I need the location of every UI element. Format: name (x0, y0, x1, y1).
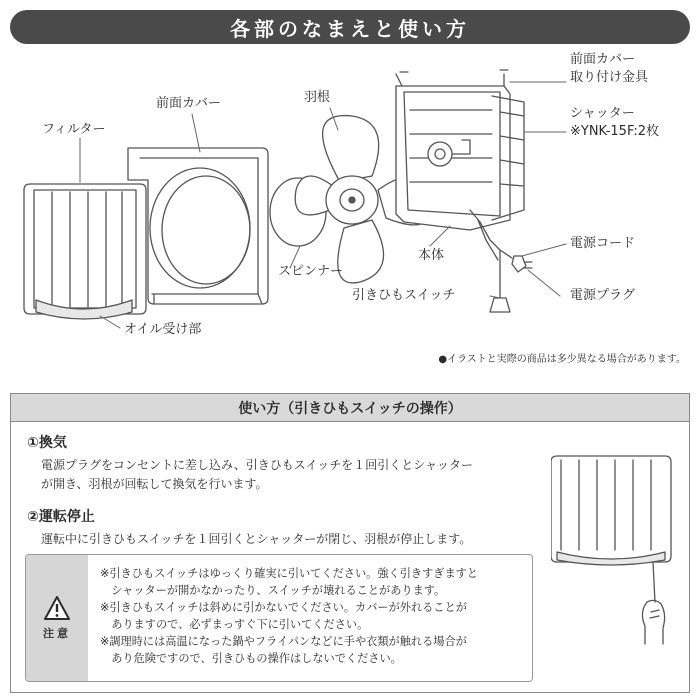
caution-line: ※引きひもスイッチはゆっくり確実に引いてください。強く引きすぎますと (100, 567, 479, 580)
label-oil-receiver: オイル受け部 (124, 322, 202, 337)
label-body: 本体 (418, 248, 445, 263)
label-front-cover: 前面カバー (156, 96, 222, 111)
label-pull-switch: 引きひもスイッチ (352, 288, 456, 303)
label-power-cord: 電源コード (570, 236, 636, 251)
label-front-cover-bracket-1: 前面カバー (570, 52, 636, 67)
page-title: 各部のなまえと使い方 (230, 16, 470, 41)
caution-box (25, 554, 533, 682)
warning-icon (43, 595, 71, 621)
label-front-cover-bracket-2: 取り付け金具 (570, 70, 649, 85)
label-shutter-note: ※YNK-15F:2枚 (570, 124, 660, 139)
title-bar (10, 10, 690, 44)
usage-section (10, 393, 690, 693)
caution-line: シャッターが開かなかったり、スイッチが壊れることがあります。 (100, 584, 446, 597)
usage-header: 使い方（引きひもスイッチの操作） (11, 394, 689, 422)
exploded-view-drawing (0, 50, 700, 370)
caution-line: ※引きひもスイッチは斜めに引かないでください。カバーが外れることが (100, 601, 467, 614)
pull-switch-drawing (490, 250, 510, 312)
label-filter: フィルター (42, 122, 106, 137)
label-blade: 羽根 (304, 90, 331, 105)
step-ventilation-line1: 電源プラグをコンセントに差し込み、引きひもスイッチを１回引くとシャッター (41, 458, 474, 472)
step-ventilation-title: ①換気 (27, 435, 67, 451)
caution-side (26, 555, 88, 681)
step-stop-title: ②運転停止 (27, 509, 95, 525)
illustration-note: ●イラストと実際の商品は多少異なる場合があります。 (438, 354, 686, 365)
front-cover-drawing (128, 148, 268, 304)
filter-drawing (24, 184, 146, 319)
main-body-drawing (396, 70, 532, 272)
caution-line: ありますので、必ずまっすぐ下に引いてください。 (100, 618, 369, 631)
step-ventilation-line2: が開き、羽根が回転して換気を行います。 (41, 477, 268, 491)
caution-line: ※調理時には高温になった鍋やフライパンなどに手や衣類が触れる場合が (100, 635, 467, 648)
caution-line: あり危険ですので、引きひもの操作はしないでください。 (100, 652, 402, 665)
label-power-plug: 電源プラグ (570, 288, 636, 303)
step-stop (27, 506, 471, 549)
step-stop-line1: 運転中に引きひもスイッチを１回引くとシャッターが閉じ、羽根が停止します。 (41, 532, 472, 546)
caution-label: 注意 (43, 627, 71, 640)
step-ventilation (27, 432, 473, 494)
label-shutter: シャッター (570, 106, 635, 121)
caution-body (88, 555, 532, 681)
parts-diagram (0, 50, 700, 370)
label-spinner: スピンナー (278, 264, 344, 279)
pull-string-illustration (551, 452, 677, 648)
